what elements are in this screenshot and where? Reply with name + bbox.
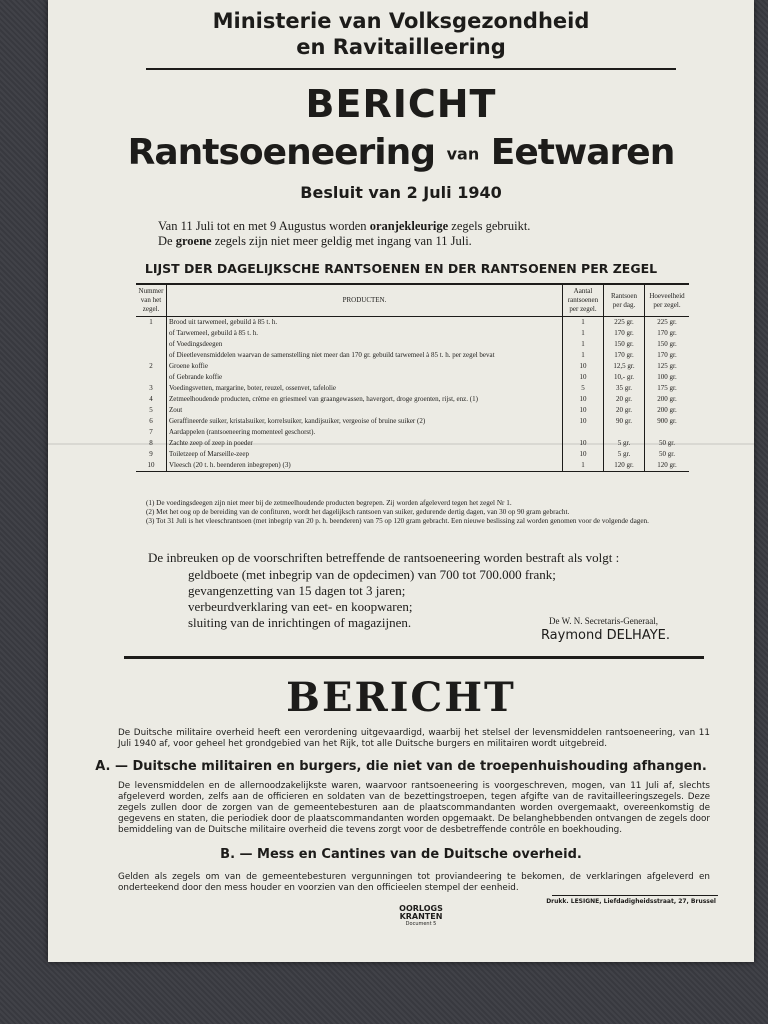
cell-nr: 10	[136, 460, 167, 472]
rantso-van: van	[446, 144, 480, 164]
cell-dag	[604, 427, 645, 438]
cell-aantal: 10	[563, 449, 604, 460]
intro-text: Van 11 Juli tot en met 9 Augustus worden	[158, 219, 370, 233]
lijst-title: LIJST DER DAGELIJKSCHE RANTSOENEN EN DER RANTSOENEN PER ZEGEL	[144, 261, 658, 276]
cell-nr	[136, 372, 167, 383]
printer-rule	[552, 895, 718, 896]
cell-dag: 10,- gr.	[604, 372, 645, 383]
cell-nr: 4	[149, 395, 153, 403]
cell-dag: 120 gr.	[604, 460, 645, 472]
cell-aantal: 1	[563, 460, 604, 472]
cell-aantal: 5	[563, 383, 604, 394]
cell-aantal: 1	[563, 328, 604, 339]
cell-nr: 1	[149, 318, 153, 326]
table-row	[136, 383, 689, 394]
rantso-left: Rantsoeneering	[127, 132, 436, 173]
cell-aantal: 1	[563, 339, 604, 350]
table-row	[136, 372, 689, 383]
cell-aantal: 1	[563, 350, 604, 361]
cell-prod: Zout	[167, 405, 563, 416]
cell-zegel: 200 gr.	[645, 405, 690, 416]
cell-aantal: 10	[563, 361, 604, 372]
cell-zegel: 175 gr.	[645, 383, 690, 394]
penalty-item: gevangenzetting van 15 dagen tot 3 jaren;	[188, 583, 406, 598]
cell-nr: 5	[149, 406, 153, 414]
col-header-dag: Rantsoen per dag.	[604, 284, 645, 317]
cell-prod: of Dieetlevensmiddelen waarvan de samenstelling niet meer dan 170 gr. gebuild tarwemeel à 85 t. h. per zegel bevat	[167, 350, 563, 361]
col-header-nr: Nummer van het zegel.	[136, 284, 167, 317]
cell-dag: 170 gr.	[604, 350, 645, 361]
cell-zegel: 50 gr.	[645, 438, 690, 449]
penalty-item: geldboete (met inbegrip van de opdecimen) van 700 tot 700.000 frank;	[188, 567, 556, 582]
cell-nr	[136, 350, 167, 361]
cell-prod: Toiletzeep of Marseille-zeep	[167, 449, 563, 460]
cell-zegel: 225 gr.	[645, 317, 690, 329]
cell-zegel: 170 gr.	[645, 350, 690, 361]
ration-table	[136, 283, 689, 472]
cell-dag: 150 gr.	[604, 339, 645, 350]
cell-aantal: 10	[563, 438, 604, 449]
penalty-item: verbeurdverklaring van eet- en koopwaren;	[188, 599, 413, 614]
table-row	[136, 416, 689, 427]
cell-zegel: 900 gr.	[645, 416, 690, 427]
oorlogskranten-logo	[398, 905, 444, 928]
cell-dag: 5 gr.	[604, 449, 645, 460]
cell-dag: 20 gr.	[604, 394, 645, 405]
footnote: (3) Tot 31 Juli is het vleeschrantsoen (met inbegrip van 20 p. h. beenderen) van 75 op 120 gram gebracht. Een nieuwe beslissing zal worden genomen voor de volgende dagen.	[146, 517, 649, 525]
table-row	[136, 350, 689, 361]
intro-text: De	[158, 234, 176, 248]
cell-nr: 7	[149, 428, 153, 436]
table-row	[136, 361, 689, 372]
bericht-title: BERICHT	[305, 82, 497, 126]
cell-prod: Zetmeelhoudende producten, crème en griesmeel van graangewassen, havergort, droge groenten, rijst, enz. (1)	[167, 394, 563, 405]
cell-dag: 225 gr.	[604, 317, 645, 329]
cell-nr: 9	[149, 450, 153, 458]
cell-prod: Brood uit tarwemeel, gebuild à 85 t. h.	[167, 317, 563, 329]
cell-nr: 2	[149, 362, 153, 370]
intro-line1	[158, 219, 530, 234]
cell-dag: 20 gr.	[604, 405, 645, 416]
cell-zegel: 200 gr.	[645, 394, 690, 405]
table-row	[136, 427, 689, 438]
col-header-aantal: Aantal rantsoenen per zegel.	[563, 284, 604, 317]
cell-dag: 12,5 gr.	[604, 361, 645, 372]
header-rule	[146, 68, 676, 70]
intro-text: zegels zijn niet meer geldig met ingang van 11 Juli.	[211, 234, 472, 248]
cell-nr: 8	[149, 439, 153, 447]
cell-dag: 5 gr.	[604, 438, 645, 449]
logo-line3: Document 5	[405, 921, 437, 927]
intro-text: zegels gebruikt.	[448, 219, 531, 233]
cell-prod: Aardappelen (rantsoeneering momenteel geschorst).	[167, 427, 563, 438]
cell-nr: 6	[149, 417, 153, 425]
cell-aantal: 1	[563, 317, 604, 329]
cell-aantal: 10	[563, 372, 604, 383]
cell-prod: of Tarwemeel, gebuild à 85 t. h.	[167, 328, 563, 339]
footnote: (1) De voedingsdeegen zijn niet meer bij de zetmeelhoudende producten begrepen. Zij worden afgeleverd tegen het zegel Nr 1.	[146, 499, 512, 507]
cell-prod: of Gebrande koffie	[167, 372, 563, 383]
table-row	[136, 460, 689, 472]
table-row	[136, 438, 689, 449]
rantso-right: Eetwaren	[490, 132, 675, 173]
section-b-title: B. — Mess en Cantines van de Duitsche overheid.	[220, 847, 582, 862]
col-header-producten: PRODUCTEN.	[167, 284, 563, 317]
cell-nr	[136, 328, 167, 339]
signature-name: Raymond DELHAYE.	[540, 628, 670, 643]
besluit-line: Besluit van 2 Juli 1940	[300, 183, 502, 202]
logo-line1: OORLOGS	[399, 904, 443, 913]
bericht2-title: BERICHT	[286, 674, 516, 721]
footnotes	[146, 499, 701, 526]
penalty-item: sluiting van de inrichtingen of magazijnen.	[188, 615, 412, 630]
bericht2-intro: De Duitsche militaire overheid heeft een verordening uitgevaardigd, waarbij het stelsel der levensmiddelen rantsoeneering, van 11 Juli 1940 af, voor geheel het grondgebied van het Rijk, tot alle Duitsche burgers en militairen wordt uitgebreid.	[118, 728, 710, 749]
cell-zegel: 150 gr.	[645, 339, 690, 350]
intro-line2	[158, 234, 472, 249]
ration-table-body	[136, 317, 689, 472]
cell-prod: Vleesch (20 t. h. beenderen inbegrepen) (3)	[167, 460, 563, 472]
cell-nr: 3	[149, 384, 153, 392]
poster-sheet	[48, 0, 754, 962]
table-row	[136, 449, 689, 460]
cell-prod: Voedingsvetten, margarine, boter, reuzel, ossenvet, tafelolie	[167, 383, 563, 394]
cell-prod: Geraffineerde suiker, kristalsuiker, korrelsuiker, kandijsuiker, vergeoise of bruine suiker (2)	[167, 416, 563, 427]
signature-title: De W. N. Secretaris-Generaal,	[549, 616, 658, 626]
table-row	[136, 339, 689, 350]
section-rule	[124, 656, 704, 659]
cell-zegel: 125 gr.	[645, 361, 690, 372]
intro-bold: groene	[175, 234, 212, 248]
section-a-title: A. — Duitsche militairen en burgers, die niet van de troepenhuishouding afhangen.	[95, 759, 707, 774]
inbreuk-text: De inbreuken op de voorschriften betreffende de rantsoeneering worden bestraft als volgt :	[148, 550, 620, 565]
footnote: (2) Met het oog op de bereiding van de confituren, wordt het dagelijksch rantsoen van suiker, gedurende dertig dagen, van 30 op 90 gram gebracht.	[146, 508, 570, 516]
cell-aantal: 10	[563, 416, 604, 427]
cell-prod: Groene koffie	[167, 361, 563, 372]
cell-prod: of Voedingsdeegen	[167, 339, 563, 350]
rantsoeneering-title	[48, 132, 754, 173]
cell-zegel: 50 gr.	[645, 449, 690, 460]
cell-prod: Zachte zeep of zeep in poeder	[167, 438, 563, 449]
logo-line2: KRANTEN	[399, 912, 443, 921]
cell-zegel: 100 gr.	[645, 372, 690, 383]
section-a-text: De levensmiddelen en de allernoodzakelijkste waren, waarvoor rantsoeneering is voorgeschreven, mogen, van 11 Juli af, slechts afgeleverd worden, zelfs aan de officieren en soldaten van de bezettingstroepen, tegen afgifte van de ravitailleeringszegels. Deze zegels zullen door de zorgen van de gemeentebesturen aan de plaatscommandanten worden overgemaakt, overeenkomstig de gegevens en staten, die periodiek door de plaatscommandanten worden opgemaakt. De belanghebbenden ontvangen de zegels door bemiddeling van de Duitsche militaire overheid die tevens zorgt voor de desbetreffende contrôle en boekhouding.	[118, 781, 710, 835]
cell-dag: 170 gr.	[604, 328, 645, 339]
col-header-zegel: Hoeveelheid per zegel.	[645, 284, 690, 317]
section-b-text: Gelden als zegels om van de gemeentebesturen vergunningen tot proviandeering te bekomen, de verklaringen afgeleverd en onderteekend door den mess houder en voorzien van den officieelen stempel der eenheid.	[118, 872, 710, 893]
cell-zegel: 120 gr.	[645, 460, 690, 472]
ministry-line1: Ministerie van Volksgezondheid	[212, 9, 590, 33]
cell-aantal: 10	[563, 394, 604, 405]
table-row	[136, 394, 689, 405]
intro-bold: oranjekleurige	[369, 219, 449, 233]
cell-dag: 90 gr.	[604, 416, 645, 427]
cell-aantal	[563, 427, 604, 438]
table-row	[136, 328, 689, 339]
cell-zegel	[645, 427, 690, 438]
table-row	[136, 317, 689, 329]
cell-zegel: 170 gr.	[645, 328, 690, 339]
printer-credit: Drukk. LESIGNE, Liefdadigheidsstraat, 27, Brussel	[546, 898, 716, 905]
cell-dag: 35 gr.	[604, 383, 645, 394]
table-row	[136, 405, 689, 416]
cell-aantal: 10	[563, 405, 604, 416]
ministry-line2: en Ravitailleering	[296, 35, 506, 59]
cell-nr	[136, 339, 167, 350]
